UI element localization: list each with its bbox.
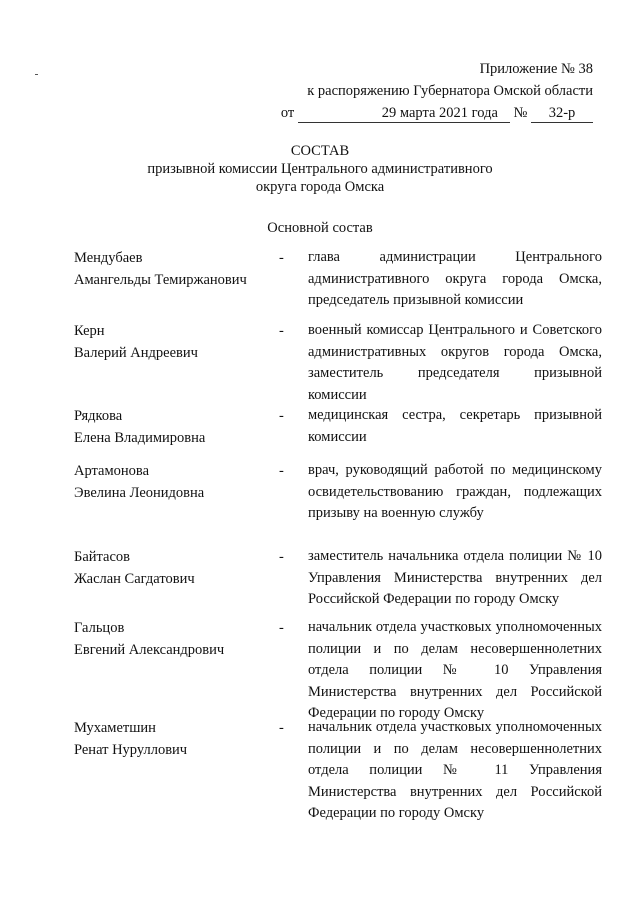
title-line-3: округа города Омска [255, 179, 385, 195]
member-role: врач, руководящий работой по медицинскому освидетельствованию граждан, подлежащих призыву на военную службу [308, 462, 602, 521]
title-line-1: СОСТАВ [290, 143, 350, 159]
member-dash: - [279, 620, 284, 636]
member-given-name: Жаслан Сагдатович [74, 571, 195, 587]
member-row [74, 717, 602, 825]
member-role: медицинская сестра, секретарь призывной комиссии [308, 407, 602, 445]
member-row [74, 405, 602, 449]
member-given-name: Ренат Нуруллович [74, 742, 188, 758]
member-surname: Гальцов [74, 620, 125, 636]
member-surname: Артамонова [74, 463, 150, 479]
appendix-label: Приложение № 38 [479, 61, 593, 77]
appendix-header [263, 58, 593, 124]
member-row [74, 617, 602, 725]
member-given-name: Амангельды Темиржанович [74, 272, 247, 288]
member-name [74, 460, 279, 525]
member-row [74, 247, 602, 312]
scan-mark [35, 74, 38, 75]
member-given-name: Валерий Андреевич [74, 345, 198, 361]
member-name [74, 617, 279, 725]
member-dash: - [279, 549, 284, 565]
member-given-name: Эвелина Леонидовна [74, 485, 205, 501]
member-surname: Рядкова [74, 408, 123, 424]
member-surname: Байтасов [74, 549, 131, 565]
member-role: начальник отдела участковых уполномоченных полиции и по делам несовершеннолетних отдела полиции № 11 Управления Министерства внутренних дел Российской Федерации по городу Омску [308, 719, 602, 821]
member-surname: Мендубаев [74, 250, 143, 266]
member-role: начальник отдела участковых уполномоченных полиции и по делам несовершеннолетних отдела полиции № 10 Управления Министерства внутренних дел Российской Федерации по городу Омску [308, 619, 602, 721]
date-prefix: от [280, 105, 295, 121]
member-given-name: Елена Владимировна [74, 430, 206, 446]
member-dash: - [279, 408, 284, 424]
member-dash: - [279, 463, 284, 479]
section-title: Основной состав [267, 220, 373, 236]
member-name [74, 717, 279, 825]
member-surname: Керн [74, 323, 105, 339]
member-given-name: Евгений Александрович [74, 642, 225, 658]
member-role: военный комиссар Центрального и Советского административных округов города Омска, заместитель председателя призывной комиссии [308, 322, 602, 403]
member-name [74, 405, 279, 449]
member-dash: - [279, 250, 284, 266]
member-surname: Мухаметшин [74, 720, 156, 736]
date-line [263, 102, 593, 124]
member-name [74, 320, 279, 406]
member-row [74, 460, 602, 525]
member-name [74, 247, 279, 312]
document-title [0, 142, 640, 196]
member-role: заместитель начальника отдела полиции № 10 Управления Министерства внутренних дел Российской Федерации по городу Омску [308, 548, 602, 607]
order-reference: к распоряжению Губернатора Омской области [307, 83, 593, 99]
member-name [74, 546, 279, 611]
member-role: глава администрации Центрального административного округа города Омска, председатель призывной комиссии [308, 249, 602, 308]
number-prefix: № [513, 105, 528, 121]
member-dash: - [279, 323, 284, 339]
date-value: 29 марта 2021 года [298, 105, 510, 123]
member-dash: - [279, 720, 284, 736]
member-row [74, 320, 602, 406]
member-row [74, 546, 602, 611]
number-value: 32-р [531, 105, 593, 123]
title-line-2: призывной комиссии Центрального административного [147, 161, 493, 177]
